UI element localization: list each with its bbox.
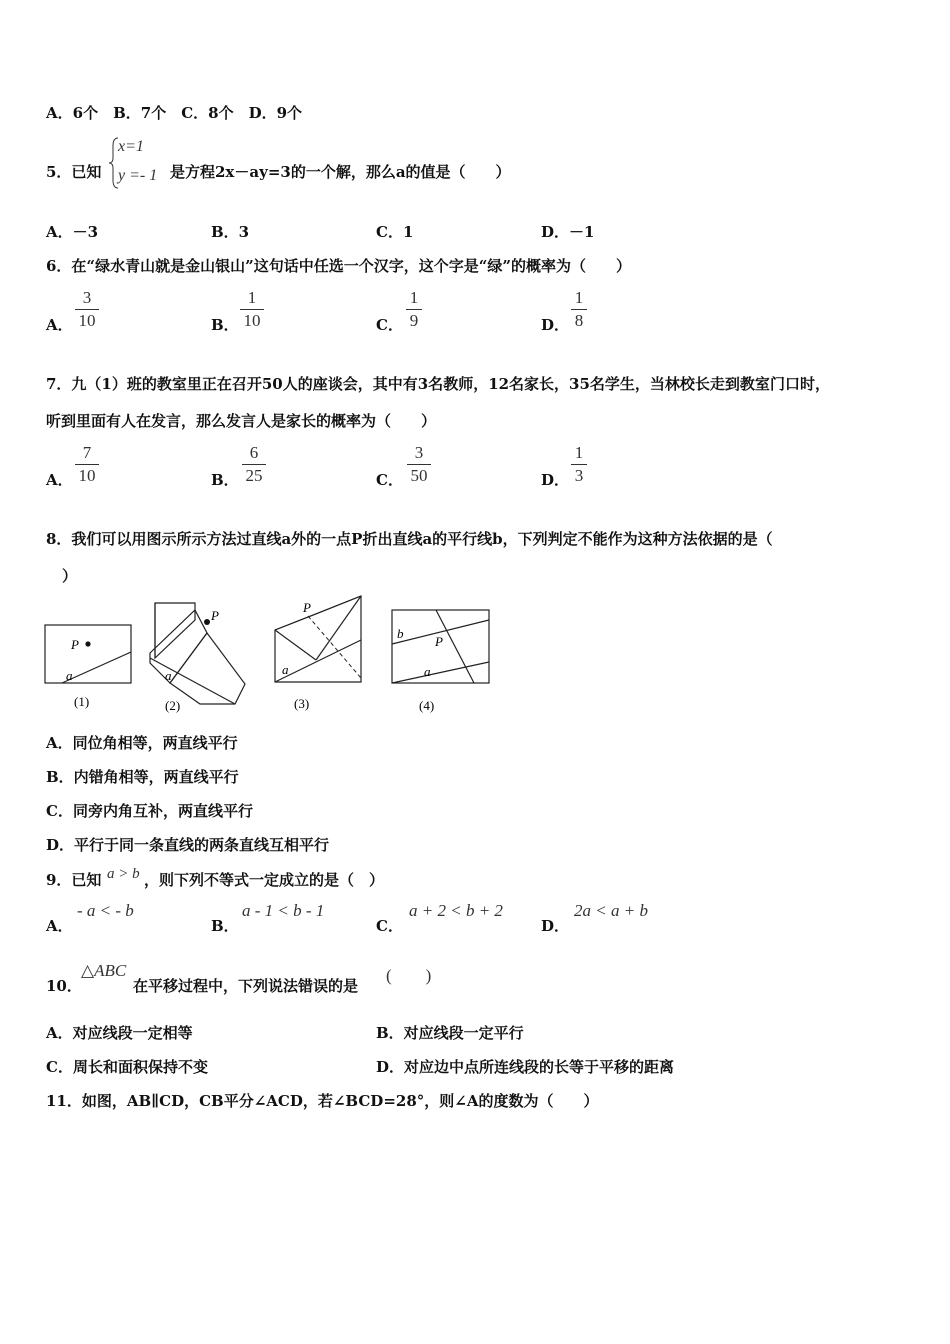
point-p-label: P [435, 634, 443, 649]
q4-options: A．6个 B．7个 C．8个 D．9个 [46, 104, 303, 122]
denominator: 50 [410, 466, 428, 485]
q7-fraction-d [571, 443, 587, 486]
q8-figure-1 [40, 618, 140, 714]
line-a-label: a [282, 662, 289, 677]
q9-expr-d: 2a < a + b [574, 901, 648, 920]
q5-prefix: 5．已知 [46, 163, 102, 181]
q9-expr-c: a + 2 < b + 2 [409, 901, 503, 920]
q7-label-c: C． [376, 471, 403, 489]
denominator: 25 [245, 466, 263, 485]
figure-label-2: (2) [165, 698, 181, 713]
q8-option-c: C．同旁内角互补，两直线平行 [46, 802, 253, 820]
q7-stem-line2: 听到里面有人在发言，那么发言人是家长的概率为（ ） [46, 412, 437, 430]
point-p-label: P [211, 608, 219, 623]
q9-label-d: D． [541, 917, 570, 935]
q9-expr-a: - a < - b [77, 901, 134, 920]
numerator: 3 [82, 288, 92, 307]
q10-option-d: D．对应边中点所连线段的长等于平移的距离 [376, 1058, 675, 1076]
q8-stem-line2: ） [62, 567, 78, 585]
q5-system-line1: x=1 [118, 138, 144, 155]
numerator: 1 [247, 288, 257, 307]
denominator: 10 [78, 311, 96, 330]
point-p-label: P [303, 600, 311, 615]
q8-option-b: B．内错角相等，两直线平行 [46, 768, 239, 786]
q7-label-b: B． [211, 471, 239, 489]
numerator: 1 [409, 288, 419, 307]
q5-option-b: B．3 [211, 223, 250, 241]
figure-label-4: (4) [419, 698, 435, 713]
q10-option-a: A．对应线段一定相等 [46, 1024, 193, 1042]
q10-triangle: △ABC [81, 961, 127, 980]
q10-option-c: C．周长和面积保持不变 [46, 1058, 208, 1076]
figure-label-1: (1) [74, 694, 90, 709]
q8-stem-line1: 8．我们可以用图示所示方法过直线a外的一点P折出直线a的平行线b，下列判定不能作为这种方法依据的是（ [46, 530, 773, 548]
q8-option-a: A．同位角相等，两直线平行 [46, 734, 238, 752]
q8-figure-4 [386, 604, 496, 716]
q6-fraction-b [240, 288, 264, 331]
q11-stem: 11．如图，AB∥CD，CB平分∠ACD，若∠BCD=28°，则∠A的度数为（ ） [46, 1092, 599, 1110]
q7-stem-line1: 7．九（1）班的教室里正在召开50人的座谈会，其中有3名教师，12名家长，35名学生，当林校长走到教室门口时， [46, 375, 830, 393]
q7-fraction-c [407, 443, 431, 486]
q5-system-line2: y =- 1 [118, 167, 158, 184]
q9-expr-b: a - 1 < b - 1 [242, 901, 325, 920]
figure-label-3: (3) [294, 696, 310, 711]
q5-option-d: D．－1 [541, 223, 595, 241]
q8-figure-3 [268, 592, 368, 712]
q10-option-b: B．对应线段一定平行 [376, 1024, 524, 1042]
q5-option-c: C．1 [376, 223, 414, 241]
denominator: 3 [574, 466, 584, 485]
q10-number: 10． [46, 977, 82, 995]
q9-stem-suffix: ，则下列不等式一定成立的是（ ） [144, 871, 385, 889]
q9-condition: a > b [107, 866, 140, 882]
numerator: 6 [249, 443, 259, 462]
q6-fraction-d [571, 288, 587, 331]
line-a-label: a [424, 664, 431, 679]
q5-option-a: A．－3 [46, 223, 99, 241]
denominator: 10 [243, 311, 261, 330]
q8-option-d: D．平行于同一条直线的两条直线互相平行 [46, 836, 330, 854]
q7-fraction-b [242, 443, 266, 486]
q9-label-c: C． [376, 917, 403, 935]
q6-fraction-c [406, 288, 422, 331]
line-a-label: a [66, 668, 73, 683]
q6-label-a: A． [46, 316, 73, 334]
numerator: 7 [82, 443, 92, 462]
q7-fraction-a [75, 443, 99, 486]
q9-label-b: B． [211, 917, 239, 935]
denominator: 8 [574, 311, 584, 330]
q6-stem: 6．在“绿水青山就是金山银山”这句话中任选一个汉字，这个字是“绿”的概率为（ ） [46, 257, 631, 275]
denominator: 9 [409, 311, 419, 330]
q6-fraction-a [75, 288, 99, 331]
line-b-label: b [397, 626, 404, 641]
q10-stem: 在平移过程中，下列说法错误的是 [133, 977, 359, 995]
q6-label-d: D． [541, 316, 570, 334]
q9-label-a: A． [46, 917, 73, 935]
numerator: 1 [574, 288, 584, 307]
q10-paren: ( ) [386, 966, 432, 985]
denominator: 10 [78, 466, 96, 485]
point-p-label: P [71, 637, 79, 652]
line-a-label: a [165, 668, 172, 683]
q5-suffix: 是方程2x－ay=3的一个解，那么a的值是（ ） [170, 163, 511, 181]
q8-figure-2 [145, 598, 255, 718]
q7-label-d: D． [541, 471, 570, 489]
q7-label-a: A． [46, 471, 73, 489]
numerator: 1 [574, 443, 584, 462]
q9-stem-prefix: 9．已知 [46, 871, 102, 889]
numerator: 3 [414, 443, 424, 462]
q6-label-c: C． [376, 316, 403, 334]
q6-label-b: B． [211, 316, 239, 334]
